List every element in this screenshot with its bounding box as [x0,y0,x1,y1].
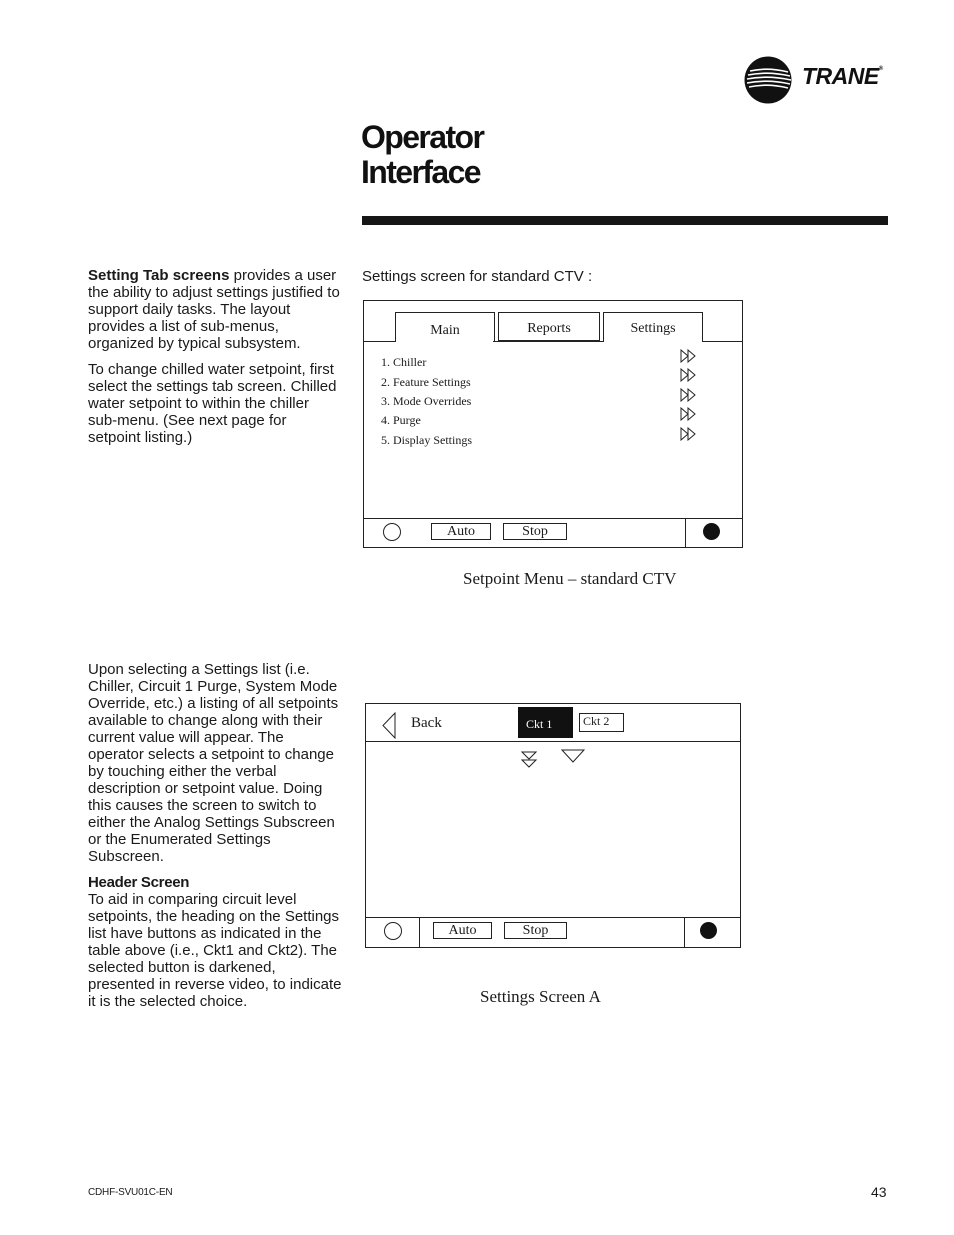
menu-item-feature-settings[interactable]: 2. Feature Settings [381,375,471,389]
ckt1-label: Ckt 1 [526,717,553,731]
double-chevron-right-icon[interactable] [680,349,698,363]
tab-strip-line-mid [493,341,603,342]
figure1-caption: Setpoint Menu – standard CTV [463,569,677,588]
tab-strip-line-right [702,341,742,342]
tab-strip-line-left [364,341,395,342]
setting-tab-term: Setting Tab screens [88,267,230,284]
settings-screen-mockup [363,300,743,548]
tab-reports-label: Reports [527,321,571,336]
header-screen-heading: Header Screen [88,874,190,891]
tab-settings[interactable] [603,312,703,342]
stop-button[interactable]: Stop [503,523,567,540]
page-number: 43 [871,1184,887,1200]
ckt2-label: Ckt 2 [583,714,610,728]
setting-tab-description: provides a user the ability to adjust settings justified to support daily tasks. The layout provides a list of sub-menus, organized by typical subsystem. [88,267,340,352]
ckt1-button[interactable] [518,707,573,738]
stop-button[interactable]: Stop [504,922,567,939]
back-button-label[interactable]: Back [411,715,442,731]
bottom-bar-separator-right [684,917,685,947]
page-down-double-icon[interactable] [521,751,537,769]
settings-screen-a-mockup [365,703,741,948]
auto-button[interactable]: Auto [433,922,492,939]
header-line-right [500,741,740,742]
double-chevron-right-icon[interactable] [680,427,698,441]
header-line-left [366,741,500,742]
trane-logo-icon [744,56,792,104]
paragraph-chilled-water: To change chilled water setpoint, first select the settings tab screen. Chilled water setpoint to within the chiller sub-menu. (See next page for setpoint listing.) [88,361,337,446]
tab-main-label: Main [430,323,460,338]
tab-settings-label: Settings [630,321,676,336]
bottom-bar-separator-left [419,917,420,947]
tab-main[interactable] [395,312,495,342]
alarm-dot-icon[interactable] [700,922,717,939]
alarm-dot-icon[interactable] [703,523,720,540]
document-id: CDHF-SVU01C-EN [88,1187,173,1198]
status-circle-icon[interactable] [383,523,401,541]
figure1-intro: Settings screen for standard CTV : [362,268,593,285]
paragraph-setting-tab [88,267,342,352]
status-circle-icon[interactable] [384,922,402,940]
menu-item-chiller[interactable]: 1. Chiller [381,355,427,369]
title-line-2: Interface [361,154,480,190]
paragraph-settings-list: Upon selecting a Settings list (i.e. Chiller, Circuit 1 Purge, System Mode Override, etc.) a listing of all setpoints available to change along with their current value will appear. The operator selects a setpoint to change by touching either the verbal description or setpoint value. Doing this causes the screen to switch to either the Analog Settings Subscreen or the Enumerated Settings Subscreen. [88,661,339,865]
double-chevron-right-icon[interactable] [680,368,698,382]
title-line-1: Operator [361,119,484,155]
double-chevron-right-icon[interactable] [680,388,698,402]
menu-item-display-settings[interactable]: 5. Display Settings [381,433,473,447]
tab-reports[interactable] [498,312,600,341]
header-screen-text: To aid in comparing circuit level setpoints, the heading on the Settings list have buttons as indicated in the table above (i.e., Ckt1 and Ckt2). The selected button is darkened, presented in reverse video, to indicate it is the selected choice. [88,891,342,1010]
menu-item-mode-overrides[interactable]: 3. Mode Overrides [381,394,472,408]
back-arrow-icon[interactable] [381,712,397,739]
double-chevron-right-icon[interactable] [680,407,698,421]
page-title [361,120,483,190]
brand-wordmark: TRANE® [802,63,883,89]
scroll-down-icon[interactable] [561,749,585,763]
auto-button[interactable]: Auto [431,523,491,540]
paragraph-header-screen [88,874,342,1010]
menu-item-purge[interactable]: 4. Purge [381,413,421,427]
title-rule [362,216,888,225]
figure2-caption: Settings Screen A [480,987,601,1006]
ckt2-button[interactable] [579,713,624,732]
bottom-bar-separator [685,518,686,547]
